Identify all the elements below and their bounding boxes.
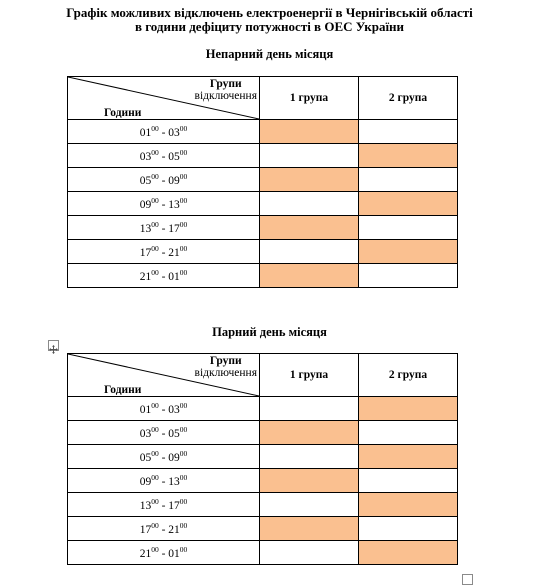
range-separator: - (158, 452, 169, 464)
from-hour: 21 (139, 271, 152, 283)
range-separator: - (158, 428, 169, 440)
to-minutes: 00 (179, 220, 188, 229)
group2-cell (359, 493, 458, 517)
group2-cell (359, 264, 458, 288)
time-range-cell (68, 144, 260, 168)
to-hour: 03 (168, 404, 180, 416)
table-row (68, 397, 458, 421)
to-minutes: 00 (179, 268, 188, 277)
time-range-cell (68, 168, 260, 192)
range-separator: - (158, 223, 169, 235)
table-row (68, 264, 458, 288)
table-header-row (68, 77, 458, 120)
move-cross-icon (49, 345, 58, 354)
table-resize-handle[interactable] (462, 574, 473, 585)
schedule-table-odd-day (67, 76, 458, 288)
range-separator: - (158, 151, 169, 163)
group1-cell (260, 144, 359, 168)
from-minutes: 00 (151, 473, 159, 482)
to-hour: 01 (168, 271, 180, 283)
to-hour: 01 (168, 548, 180, 560)
from-hour: 09 (139, 199, 152, 211)
group2-cell (359, 397, 458, 421)
from-hour: 03 (139, 151, 152, 163)
table-move-handle[interactable] (48, 340, 59, 351)
from-minutes: 00 (151, 124, 159, 133)
to-minutes: 00 (179, 521, 188, 530)
corner-groups-line1: Групи (209, 78, 242, 90)
to-minutes: 00 (179, 545, 188, 554)
document-title-line1: Графік можливих відключень електроенергії в Чернігівській області (66, 5, 473, 20)
from-minutes: 00 (151, 401, 159, 410)
table-row (68, 120, 458, 144)
from-minutes: 00 (151, 449, 159, 458)
time-range-cell (68, 192, 260, 216)
to-hour: 13 (168, 476, 180, 488)
time-range-cell (68, 421, 260, 445)
range-separator: - (158, 476, 169, 488)
from-minutes: 00 (151, 220, 159, 229)
schedule-table-even-day (67, 353, 458, 565)
time-range-cell (68, 264, 260, 288)
table-row (68, 517, 458, 541)
to-minutes: 00 (179, 196, 188, 205)
group1-cell (260, 240, 359, 264)
from-minutes: 00 (151, 497, 159, 506)
to-hour: 05 (168, 428, 180, 440)
group1-cell (260, 168, 359, 192)
group1-cell (260, 541, 359, 565)
group1-cell (260, 216, 359, 240)
corner-groups-line1: Групи (209, 355, 242, 367)
corner-groups-line2: відключення (194, 367, 257, 379)
table-row (68, 168, 458, 192)
table2-body (68, 397, 458, 565)
from-hour: 17 (139, 247, 152, 259)
to-minutes: 00 (179, 148, 188, 157)
from-minutes: 00 (151, 244, 159, 253)
group2-cell (359, 192, 458, 216)
table-row (68, 216, 458, 240)
from-hour: 03 (139, 428, 152, 440)
table-row (68, 144, 458, 168)
group1-cell (260, 445, 359, 469)
from-minutes: 00 (151, 545, 159, 554)
group2-header: 2 група (359, 77, 458, 120)
table1-body (68, 120, 458, 288)
document-title-line2: в години дефіциту потужності в ОЕС України (134, 19, 405, 34)
group1-cell (260, 192, 359, 216)
table-header-row (68, 354, 458, 397)
from-hour: 05 (139, 175, 152, 187)
to-hour: 17 (168, 500, 180, 512)
group1-cell (260, 517, 359, 541)
range-separator: - (158, 404, 169, 416)
range-separator: - (158, 247, 169, 259)
range-separator: - (158, 271, 169, 283)
from-minutes: 00 (151, 148, 159, 157)
range-separator: - (158, 524, 169, 536)
table-row (68, 541, 458, 565)
group2-cell (359, 469, 458, 493)
table-row (68, 493, 458, 517)
from-hour: 05 (139, 452, 152, 464)
group1-cell (260, 469, 359, 493)
from-minutes: 00 (151, 521, 159, 530)
to-hour: 21 (168, 524, 180, 536)
group2-cell (359, 216, 458, 240)
from-hour: 01 (139, 127, 152, 139)
from-hour: 09 (139, 476, 152, 488)
time-range-cell (68, 541, 260, 565)
group2-cell (359, 445, 458, 469)
group1-cell (260, 264, 359, 288)
range-separator: - (158, 548, 169, 560)
group2-cell (359, 144, 458, 168)
to-minutes: 00 (179, 497, 188, 506)
group2-cell (359, 168, 458, 192)
table1-heading: Непарний день місяця (205, 47, 334, 61)
corner-hours-label: Години (104, 384, 142, 396)
to-hour: 09 (168, 175, 180, 187)
group1-cell (260, 421, 359, 445)
time-range-cell (68, 240, 260, 264)
corner-hours-label: Години (104, 107, 142, 119)
corner-groups-label (195, 355, 257, 379)
to-hour: 21 (168, 247, 180, 259)
to-minutes: 00 (179, 425, 188, 434)
from-minutes: 00 (151, 172, 159, 181)
table-row (68, 192, 458, 216)
group2-cell (359, 240, 458, 264)
group2-cell (359, 120, 458, 144)
corner-groups-label (195, 78, 257, 102)
from-hour: 13 (139, 500, 152, 512)
to-minutes: 00 (179, 449, 188, 458)
table-row (68, 421, 458, 445)
from-hour: 21 (139, 548, 152, 560)
to-hour: 05 (168, 151, 180, 163)
range-separator: - (158, 127, 169, 139)
to-minutes: 00 (179, 473, 188, 482)
group1-header: 1 група (260, 354, 359, 397)
time-range-cell (68, 517, 260, 541)
from-hour: 01 (139, 404, 152, 416)
time-range-cell (68, 397, 260, 421)
time-range-cell (68, 445, 260, 469)
group1-header: 1 група (260, 77, 359, 120)
table-row (68, 445, 458, 469)
table2-heading: Парний день місяця (212, 325, 327, 339)
range-separator: - (158, 199, 169, 211)
time-range-cell (68, 493, 260, 517)
time-range-cell (68, 216, 260, 240)
to-hour: 13 (168, 199, 180, 211)
group2-cell (359, 517, 458, 541)
group2-header: 2 група (359, 354, 458, 397)
range-separator: - (158, 500, 169, 512)
group2-cell (359, 541, 458, 565)
time-range-cell (68, 120, 260, 144)
range-separator: - (158, 175, 169, 187)
from-minutes: 00 (151, 425, 159, 434)
from-minutes: 00 (151, 196, 159, 205)
from-hour: 13 (139, 223, 152, 235)
group1-cell (260, 120, 359, 144)
to-minutes: 00 (179, 401, 188, 410)
group1-cell (260, 493, 359, 517)
time-range-cell (68, 469, 260, 493)
corner-groups-line2: відключення (194, 90, 257, 102)
corner-cell (68, 77, 260, 120)
from-minutes: 00 (151, 268, 159, 277)
table-row (68, 469, 458, 493)
to-minutes: 00 (179, 172, 188, 181)
corner-cell (68, 354, 260, 397)
to-hour: 03 (168, 127, 180, 139)
from-hour: 17 (139, 524, 152, 536)
table-row (68, 240, 458, 264)
to-hour: 17 (168, 223, 180, 235)
group2-cell (359, 421, 458, 445)
group1-cell (260, 397, 359, 421)
to-minutes: 00 (179, 244, 188, 253)
to-minutes: 00 (179, 124, 188, 133)
to-hour: 09 (168, 452, 180, 464)
